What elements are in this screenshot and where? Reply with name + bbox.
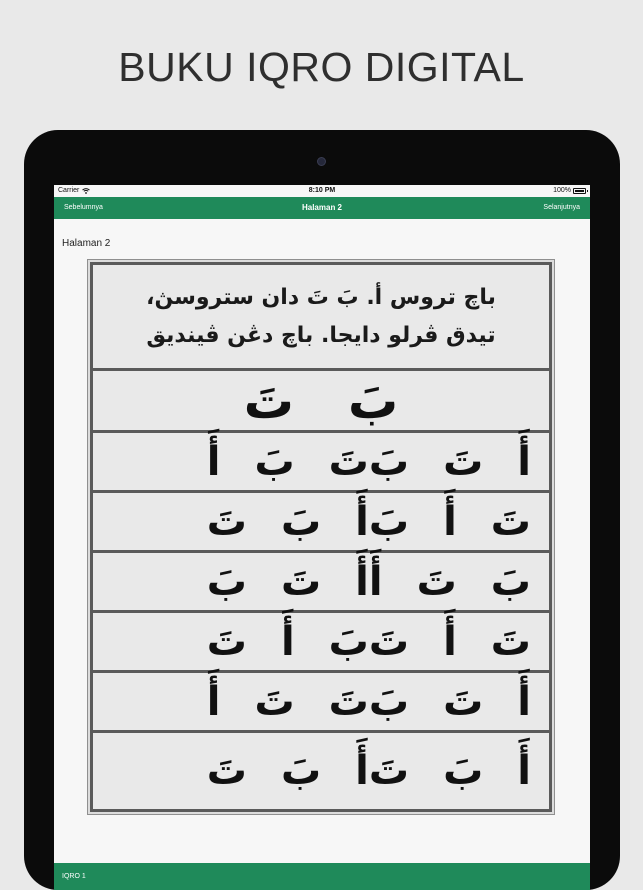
letter-row xyxy=(93,433,549,493)
featured-letters xyxy=(93,371,549,433)
letter: أَ xyxy=(206,678,221,725)
letter: بَ xyxy=(328,618,369,665)
letter: بَ xyxy=(368,678,410,725)
letter: تَ xyxy=(328,678,369,725)
letter: أَ xyxy=(280,618,295,665)
letter-group-right xyxy=(369,559,531,605)
battery-percent: 100% xyxy=(553,187,571,194)
letter-row xyxy=(93,613,549,673)
status-bar xyxy=(54,185,590,197)
featured-letter: بَ xyxy=(348,371,399,430)
letter: تَ xyxy=(328,438,369,485)
nav-title: Halaman 2 xyxy=(301,203,343,212)
letter: أَ xyxy=(443,498,457,545)
letter: أَ xyxy=(517,678,531,725)
letter: بَ xyxy=(368,498,410,545)
letter: تَ xyxy=(206,618,247,665)
page-label: Halaman 2 xyxy=(62,238,111,249)
letter: بَ xyxy=(280,748,322,794)
letter-group-left xyxy=(207,439,369,485)
instruction-line-2: تيدق ڤرلو دايجا. باچ دڠن ڤينديق xyxy=(146,323,496,348)
letter-row xyxy=(93,553,549,613)
letter: تَ xyxy=(490,618,531,665)
app-screen xyxy=(54,185,590,890)
letter: تَ xyxy=(416,558,457,605)
featured-letter: تَ xyxy=(243,371,294,430)
iqro-page xyxy=(90,262,552,812)
battery-icon xyxy=(573,188,586,194)
letter-group-right xyxy=(369,748,531,794)
letter: أَ xyxy=(443,618,457,665)
letter-group-left xyxy=(207,499,369,545)
letter: بَ xyxy=(206,558,247,605)
previous-button[interactable]: Sebelumnya xyxy=(64,204,103,211)
letter: أَ xyxy=(355,558,369,605)
instruction-line-1: باچ تروس أ. بَ تَ دان ستروسڽ، xyxy=(146,285,496,310)
letter: أَ xyxy=(368,558,383,605)
letter: تَ xyxy=(280,558,322,605)
letter: تَ xyxy=(254,678,295,725)
status-right xyxy=(553,185,586,197)
nav-bar xyxy=(54,197,590,219)
letter: أَ xyxy=(355,498,369,545)
letter: أَ xyxy=(517,748,531,794)
footer-label: IQRO 1 xyxy=(62,873,86,880)
letter-group-left xyxy=(207,619,369,665)
letter-group-right xyxy=(369,619,531,665)
letter: تَ xyxy=(206,498,247,545)
status-time: 8:10 PM xyxy=(308,187,336,194)
letter-row xyxy=(93,733,549,809)
letter-group-left xyxy=(207,559,369,605)
letter-group-left xyxy=(207,748,369,794)
carrier-label: Carrier xyxy=(58,187,80,194)
letter: بَ xyxy=(254,438,295,485)
letter: بَ xyxy=(280,498,322,545)
letter: أَ xyxy=(206,438,221,485)
letter: بَ xyxy=(368,438,410,485)
letter-group-left xyxy=(207,679,369,725)
letter-row xyxy=(93,673,549,733)
footer-bar[interactable] xyxy=(54,863,590,890)
tablet-frame xyxy=(24,130,620,890)
promo-title: BUKU IQRO DIGITAL xyxy=(118,44,525,90)
letter: بَ xyxy=(443,748,484,794)
letter-group-right xyxy=(369,499,531,545)
letter: تَ xyxy=(368,618,410,665)
letter: أَ xyxy=(355,748,369,794)
letter-group-right xyxy=(369,679,531,725)
letter: أَ xyxy=(517,438,531,485)
letter: تَ xyxy=(368,748,410,794)
letter: تَ xyxy=(443,678,484,725)
camera-icon xyxy=(317,157,326,166)
letter-group-right xyxy=(369,439,531,485)
letter: تَ xyxy=(206,748,247,794)
letter: تَ xyxy=(490,498,531,545)
letter: تَ xyxy=(443,438,484,485)
instruction-text xyxy=(93,265,549,371)
letter: بَ xyxy=(490,558,531,605)
next-button[interactable]: Selanjutnya xyxy=(543,204,580,211)
letter-row xyxy=(93,493,549,553)
